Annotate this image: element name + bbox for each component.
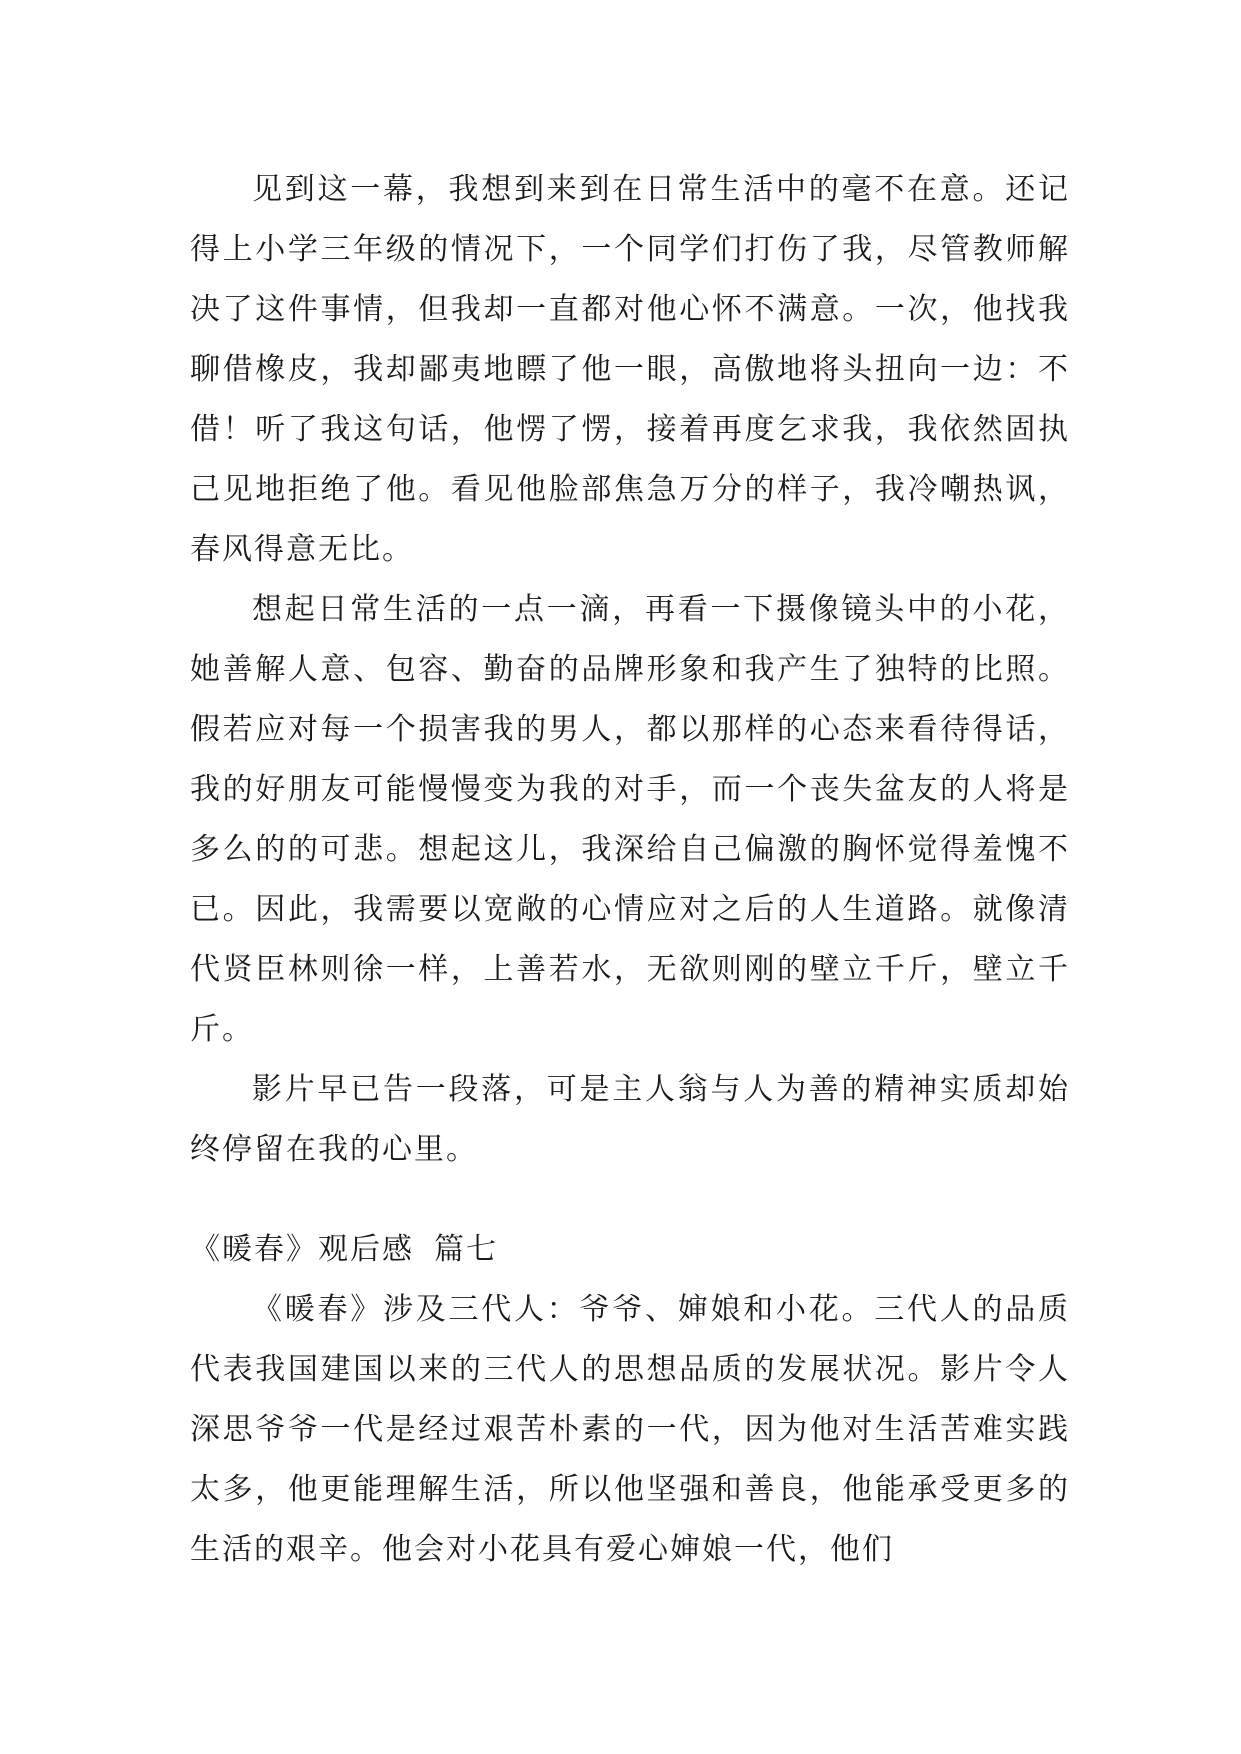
paragraph-3: 影片早已告一段落，可是主人翁与人为善的精神实质却始终停留在我的心里。 [190, 1072, 1070, 1167]
paragraph-1: 见到这一幕，我想到来到在日常生活中的毫不在意。还记得上小学三年级的情况下，一个同学们打伤了我，尽管教师解决了这件事情，但我却一直都对他心怀不满意。一次，他找我聊借橡皮，我却鄙夷地瞟了他一眼，高傲地将头扭向一边：不借！听了我这句话，他愣了愣，接着再度乞求我，我依然固执己见地拒绝了他。看见他脸部焦急万分的样子，我冷嘲热讽，春风得意无比。 [190, 172, 1070, 567]
paragraph-2: 想起日常生活的一点一滴，再看一下摄像镜头中的小花，她善解人意、包容、勤奋的品牌形象和我产生了独特的比照。假若应对每一个损害我的男人，都以那样的心态来看待得话，我的好朋友可能慢慢变为我的对手，而一个丧失盆友的人将是多么的的可悲。想起这儿，我深给自己偏激的胸怀觉得羞愧不已。因此，我需要以宽敞的心情应对之后的人生道路。就像清代贤臣林则徐一样，上善若水，无欲则刚的壁立千斤，壁立千斤。 [190, 592, 1070, 1047]
section-number: 篇七 [434, 1232, 498, 1267]
document-body [190, 160, 1070, 1580]
paragraph-4: 《暖春》涉及三代人：爷爷、婶娘和小花。三代人的品质代表我国建国以来的三代人的思想品质的发展状况。影片令人深思爷爷一代是经过艰苦朴素的一代，因为他对生活苦难实践太多，他更能理解生活，所以他坚强和善良，他能承受更多的生活的艰辛。他会对小花具有爱心婶娘一代，他们 [190, 1292, 1070, 1567]
section-heading [190, 1220, 1070, 1280]
section-title: 《暖春》观后感 [190, 1232, 414, 1267]
